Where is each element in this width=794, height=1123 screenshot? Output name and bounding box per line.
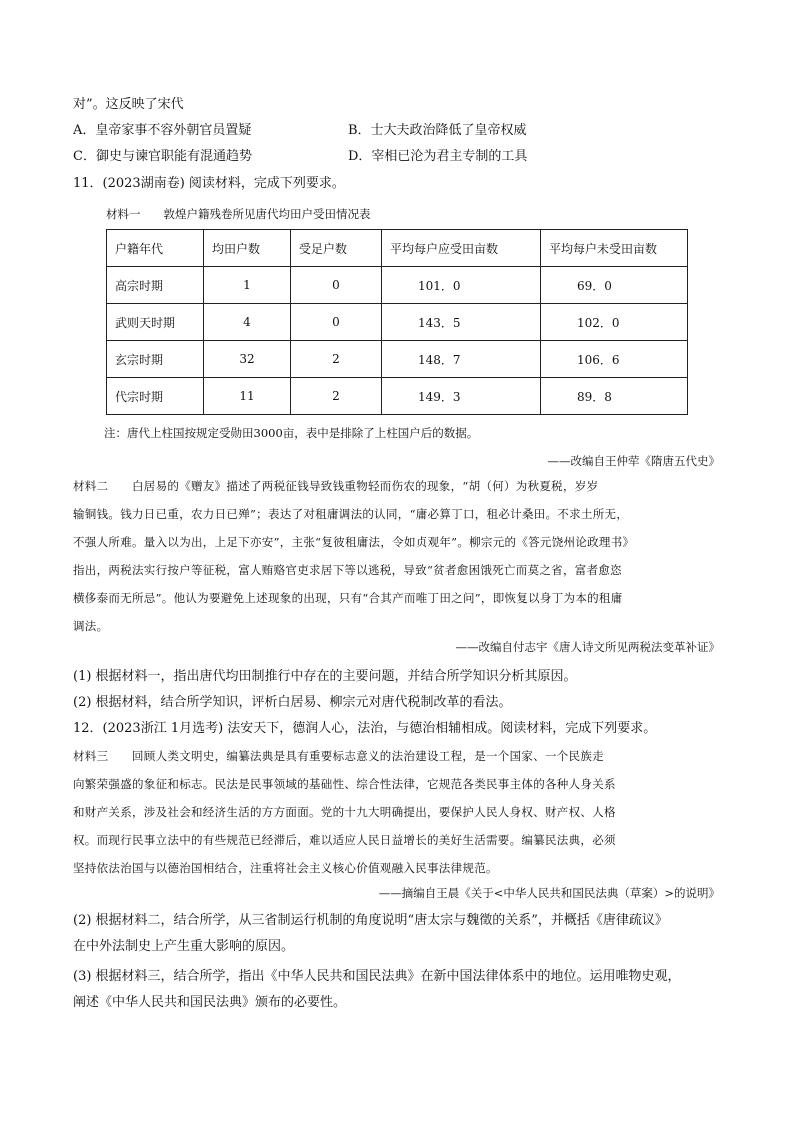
- table-cell: 0: [291, 304, 382, 341]
- table-cell: 2: [291, 378, 382, 415]
- table-row: [107, 267, 688, 304]
- option-b: B．士大夫政治降低了皇帝权威: [348, 123, 527, 138]
- material-3-line: 坚持依法治国与以德治国相结合，注重将社会主义核心价值观融入民事法律规范。: [73, 861, 498, 875]
- material-2-line: 材料二 白居易的《赠友》描述了两税征钱导致钱重物轻而伤农的现象，“胡（何）为秋夏税，岁岁: [73, 479, 599, 493]
- table-caption: 材料一 敦煌户籍残卷所见唐代均田户受田情况表: [106, 207, 371, 221]
- material-2-source: ——改编自付志宇《唐人诗文所见两税法变革补证》: [455, 640, 720, 654]
- material-2-line: 指出，两税法实行按户等征税，富人贿赂官吏求居下等以逃税，导致“贫者愈困饿死亡而莫之省，富者愈恣: [73, 563, 622, 577]
- question-12-part-2: (2) 根据材料二，结合所学，从三省制运行机制的角度说明“唐太宗与魏徵的关系”，并概括《唐律疏议》: [73, 913, 668, 928]
- land-allocation-table: [106, 229, 688, 415]
- table-cell: 148．7: [382, 341, 541, 378]
- table-cell: 143．5: [382, 304, 541, 341]
- question-12-title: 12．(2023浙江 1月选考) 法安天下，德润人心，法治，与德治相辅相成。阅读材料，完成下列要求。: [73, 721, 657, 736]
- table-header: 平均每户未受田亩数: [541, 230, 688, 267]
- table-cell: 玄宗时期: [107, 341, 204, 378]
- material-3-line: 向繁荣强盛的象征和标志。民法是民事领域的基础性、综合性法律，它规范各类民事主体的各种人身关系: [73, 777, 616, 791]
- table-cell: 代宗时期: [107, 378, 204, 415]
- option-d: D．宰相已沦为君主专制的工具: [348, 149, 528, 164]
- table-cell: 11: [204, 378, 291, 415]
- question-11-part-1: (1) 根据材料一，指出唐代均田制推行中存在的主要问题，并结合所学知识分析其原因。: [73, 669, 577, 684]
- material-2: [73, 472, 721, 640]
- table-cell: 89．8: [541, 378, 688, 415]
- material-2-line: 不强人所难。量入以为出，上足下亦安”，主张“复彼租庸法，令如贞观年”。柳宗元的《答元饶州论政理书》: [73, 535, 635, 549]
- table-cell: 0: [291, 267, 382, 304]
- table-header: 户籍年代: [107, 230, 204, 267]
- material-3-source: ——摘编自王晨《关于<中华人民共和国民法典（草案）>的说明》: [378, 886, 720, 900]
- table-cell: 武则天时期: [107, 304, 204, 341]
- table-header: 受足户数: [291, 230, 382, 267]
- table-cell: 106．6: [541, 341, 688, 378]
- table-row: [107, 378, 688, 415]
- table-cell: 102．0: [541, 304, 688, 341]
- table-cell: 69．0: [541, 267, 688, 304]
- table-cell: 2: [291, 341, 382, 378]
- table-row: [107, 304, 688, 341]
- material-2-line: 输铜钱。钱力日已重，农力日已殚”；表达了对租庸调法的认同，“庸必算丁口，租必计桑田。不求土所无，: [73, 507, 629, 521]
- table-cell: 101．0: [382, 267, 541, 304]
- question-11-part-2: (2) 根据材料，结合所学知识，评析白居易、柳宗元对唐代税制改革的看法。: [73, 695, 512, 710]
- question-12-part-3: (3) 根据材料三，结合所学，指出《中华人民共和国民法典》在新中国法律体系中的地位。运用唯物史观，: [73, 969, 681, 984]
- table-cell: 1: [204, 267, 291, 304]
- table-note: 注：唐代上柱国按规定受勋田3000亩，表中是排除了上柱国户后的数据。: [104, 426, 479, 440]
- option-c: C．御史与谏官职能有混通趋势: [73, 149, 252, 164]
- material-2-line: 调法。: [73, 619, 109, 633]
- question-intro: 对”。这反映了宋代: [73, 97, 184, 112]
- material-2-line: 横侈泰而无所忌”。他认为要避免上述现象的出现，只有“合其产而唯丁田之问”，即恢复以身丁为本的租庸: [73, 591, 623, 605]
- table-cell: 32: [204, 341, 291, 378]
- table-header-row: [107, 230, 688, 267]
- material-3-line: 和财产关系，涉及社会和经济生活的方方面面。党的十九大明确提出，要保护人民人身权、财产权、人格: [73, 805, 616, 819]
- material-3-line: 材料三 回顾人类文明史，编纂法典是具有重要标志意义的法治建设工程，是一个国家、一个民族走: [73, 749, 604, 763]
- table-header: 平均每户应受田亩数: [382, 230, 541, 267]
- question-12-part-2-cont: 在中外法制史上产生重大影响的原因。: [73, 939, 295, 954]
- table-header: 均田户数: [204, 230, 291, 267]
- table-cell: 149．3: [382, 378, 541, 415]
- table-row: [107, 341, 688, 378]
- option-a: A．皇帝家事不容外朝官员置疑: [73, 123, 252, 138]
- table-cell: 高宗时期: [107, 267, 204, 304]
- material-3: [73, 742, 721, 882]
- material-3-line: 权。而现行民事立法中的有些规范已经滞后，难以适应人民日益增长的美好生活需要。编纂民法典，必须: [73, 833, 616, 847]
- table-cell: 4: [204, 304, 291, 341]
- question-12-part-3-cont: 阐述《中华人民共和国民法典》颁布的必要性。: [73, 995, 347, 1010]
- table-source: ——改编自王仲荦《隋唐五代史》: [547, 454, 720, 468]
- question-11-title: 11．(2023湖南卷) 阅读材料，完成下列要求。: [73, 176, 345, 191]
